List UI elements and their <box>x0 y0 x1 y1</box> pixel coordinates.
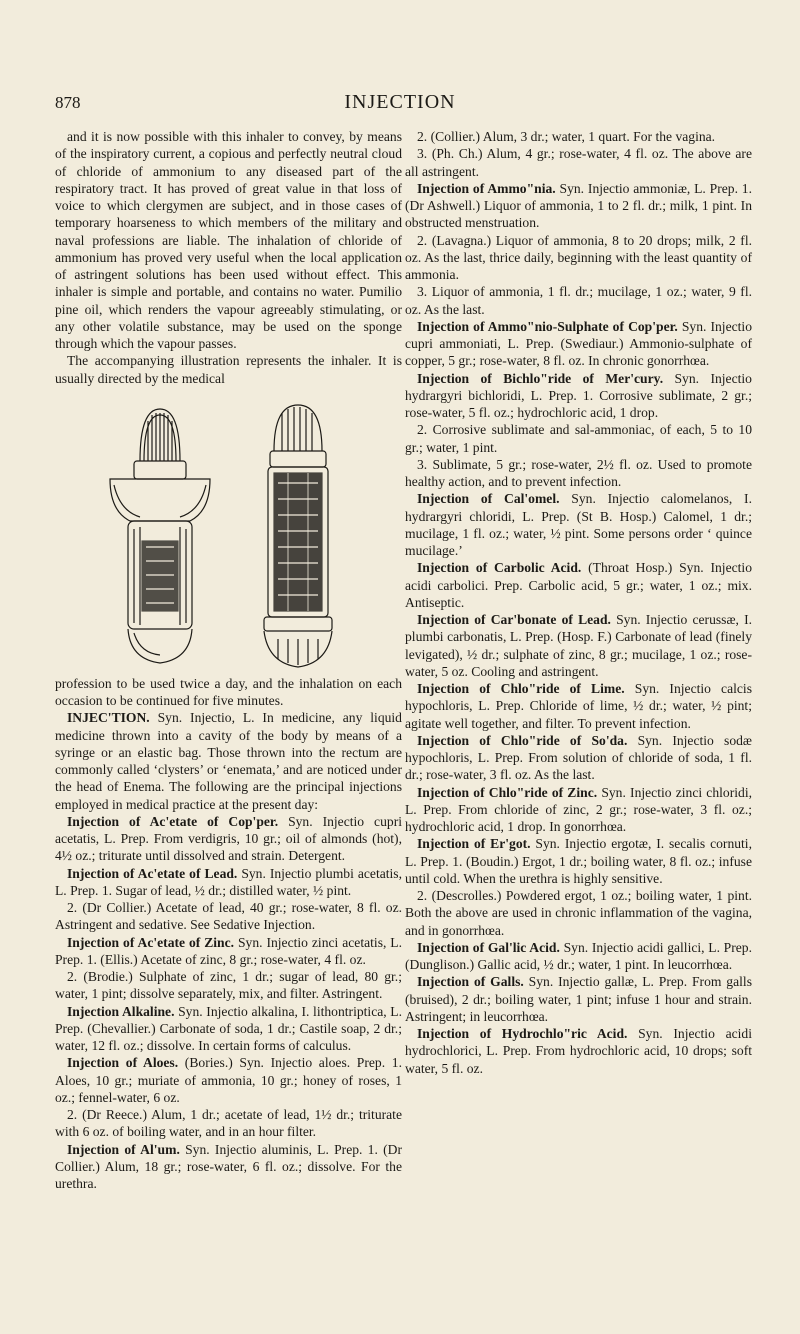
entry <box>405 611 752 680</box>
entry <box>405 732 752 784</box>
entry-body: (Throat Hosp.) Syn. Injectio acidi carbolici. Prep. Carbolic acid, 5 gr.; water, 1 oz.; mix. Antiseptic. <box>405 560 752 610</box>
entry-body: Syn. Injectio sodæ hypochloris, L. Prep. From solution of chloride of soda, 1 fl. dr.; rose-water, 3 fl. oz. As the last. <box>405 732 752 783</box>
running-head: INJECTION <box>344 91 456 113</box>
inhaler-assembled-drawing <box>100 401 220 671</box>
entry <box>405 145 752 180</box>
entry-head: Injection of Al'um. <box>67 1141 180 1157</box>
entry-body: 2. Corrosive sublimate and sal-ammoniac, of each, 5 to 10 gr.; water, 1 pint. <box>405 422 752 455</box>
entry-body: Syn. Injectio alkalina, I. lithontriptica, L. Prep. (Chevallier.) Carbonate of soda, 1 dr.; Castile soap, 2 dr.; water, 12 fl. oz.; dissolve. In certain forms of calculus. <box>55 1003 403 1053</box>
left-column <box>55 128 402 1192</box>
entry-body: Syn. Injectio aluminis, L. Prep. 1. (Dr Collier.) Alum, 18 gr.; rose-water, 6 fl. oz.; dissolve. For the urethra. <box>55 1141 402 1191</box>
entry-body: Syn. Injectio plumbi acetatis, L. Prep. 1. Sugar of lead, ½ dr.; distilled water, ½ pint. <box>55 865 402 898</box>
entry-body: Syn. Injectio ergotæ, I. secalis cornuti, L. Prep. 1. (Boudin.) Ergot, 1 dr.; boiling water, 8 fl. oz.; infuse until cold. When the urethra is highly sensitive. <box>405 836 752 886</box>
entry-head: Injection of Ac'etate of Lead. <box>67 865 238 881</box>
entry-body: Syn. Injectio calcis hypochloris, L. Prep. Chloride of lime, ½ dr.; water, ½ pint; agitate well together, and filter. To prevent infection. <box>405 681 752 731</box>
page-number: 878 <box>55 93 81 112</box>
entry-body: Syn. Injectio cerussæ, I. plumbi carbonatis, L. Prep. (Hosp. F.) Carbonate of lead (finely levigated), ½ dr.; sulphate of zinc, 8 gr.; mucilage, 1 oz.; rose-water, 5 oz. Cooling and astringent. <box>405 612 752 679</box>
entry-head: Injection of Aloes. <box>67 1055 179 1071</box>
entry <box>405 559 752 611</box>
entry-head: Injection of Ac'etate of Zinc. <box>67 934 235 950</box>
entry <box>55 1141 402 1193</box>
entry-body: Syn. Injectio cupri ammoniati, L. Prep. (Swediaur.) Ammonio-sulphate of copper, 5 gr.; rose-water, 8 fl. oz. In chronic gonorrhœa. <box>405 318 752 369</box>
entry <box>405 784 752 836</box>
entry-head: Injection of Carbolic Acid. <box>417 560 582 576</box>
entry-head: Injection of Chlo"ride of So'da. <box>417 732 628 748</box>
entry <box>405 180 752 232</box>
entry <box>405 835 752 887</box>
entry <box>55 934 402 969</box>
entry-head: INJEC'TION. <box>67 710 150 726</box>
entry-body: Syn. Injectio calomelanos, I. hydrargyri chloridi, L. Prep. (St B. Hosp.) Calomel, 1 dr.; mucilage, 1 fl. oz.; water, ½ pint. Some persons order ‘ quince mucilage.’ <box>405 491 752 558</box>
entry-head: Injection of Hydrochlo"ric Acid. <box>417 1026 628 1041</box>
entry <box>405 490 752 559</box>
inhaler-sectional-drawing <box>238 401 358 671</box>
entry-body: Syn. Injectio ammoniæ, L. Prep. 1. (Dr Ashwell.) Liquor of ammonia, 1 to 2 fl. dr.; milk, 1 pint. In obstructed menstruation. <box>405 180 752 231</box>
entry <box>405 887 752 939</box>
entry <box>405 318 752 370</box>
entry <box>55 968 402 1003</box>
entry-body: 2. (Descrolles.) Powdered ergot, 1 oz.; boiling water, 1 pint. Both the above are used in chronic inflammation of the vagina, and in gonorrhœa. <box>405 888 752 938</box>
entry-head: Injection of Chlo"ride of Zinc. <box>417 784 598 800</box>
entry-head: Injection of Er'got. <box>417 836 531 852</box>
entry-body: Syn. Injectio gallæ, L. Prep. From galls (bruised), 2 dr.; boiling water, 1 pint; infuse 1 hour and strain. Astringent; in leucorrhœa. <box>405 974 752 1024</box>
entry <box>405 939 752 974</box>
entry <box>55 709 402 813</box>
inhaler-illustration <box>55 393 402 671</box>
entry-body: Syn. Injectio acidi hydrochlorici, L. Prep. From hydrochloric acid, 10 drops; soft water, 5 fl. oz. <box>405 1026 752 1076</box>
entry <box>405 128 752 145</box>
paragraph: and it is now possible with this inhaler to convey, by means of the inspiratory current, a copious and perfectly neutral cloud of chloride of ammonium to any diseased part of the respiratory tract. It has proved of great value in that loss of voice to which clergymen are subject, and in those cases of temporary hoarseness to which members of the military and naval professions are liable. The inhalation of chloride of ammonium has proved very useful when the local application of astringent solutions has been used without effect. This inhaler is simple and portable, and contains no water. Pumilio pine oil, which renders the vapour agreeably stimulating, or any other volatile substance, may be used on the sponge through which the vapour passes. <box>55 129 402 351</box>
entry-body: Syn. Injectio zinci chloridi, L. Prep. From chloride of zinc, 2 gr.; rose-water, 3 fl. oz.; hydrochloric acid, 1 drop. In gonorrhœa. <box>405 784 752 834</box>
entry <box>55 1054 402 1106</box>
entry-body: 2. (Dr Reece.) Alum, 1 dr.; acetate of lead, 1½ dr.; triturate with 6 oz. of boiling water, and in an hour filter. <box>55 1107 402 1140</box>
entry <box>55 865 402 900</box>
entry-head: Injection of Cal'omel. <box>417 491 560 507</box>
entry-body: Syn. Injectio, L. In medicine, any liquid medicine thrown into a cavity of the body by means of a syringe or an elastic bag. Those thrown into the rectum are commonly called ‘clysters’ or ‘enemata,’ and are noticed under the head of Enema. The following are the principal injections employed in medical practice at the present day: <box>55 710 402 812</box>
entry-head: Injection of Car'bonate of Lead. <box>417 612 611 627</box>
entry-head: Injection of Galls. <box>417 974 524 990</box>
entry-body: 2. (Collier.) Alum, 3 dr.; water, 1 quart. For the vagina. <box>417 129 716 144</box>
entry <box>405 283 752 318</box>
right-column <box>405 128 752 1077</box>
entry-head: Injection Alkaline. <box>67 1003 175 1019</box>
entry-head: Injection of Ammo"nio-Sulphate of Cop'per. <box>417 318 678 334</box>
entry-body: Syn. Injectio acidi gallici, L. Prep. (Dunglison.) Gallic acid, ½ dr.; water, 1 pint. In leucorrhœa. <box>405 939 752 972</box>
entry <box>405 973 752 1025</box>
entry <box>405 370 752 422</box>
entry <box>405 421 752 456</box>
entry <box>55 899 402 934</box>
entry <box>405 456 752 491</box>
entry <box>405 1025 752 1077</box>
entry-head: Injection of Ammo"nia. <box>417 180 556 196</box>
entry-body: 2. (Brodie.) Sulphate of zinc, 1 dr.; sugar of lead, 80 gr.; water, 1 pint; dissolve separately, mix, and filter. Astringent. <box>55 969 402 1002</box>
entry-body: 3. (Ph. Ch.) Alum, 4 gr.; rose-water, 4 fl. oz. The above are all astringent. <box>405 146 752 179</box>
entry-body: 2. (Dr Collier.) Acetate of lead, 40 gr.; rose-water, 8 fl. oz. Astringent and sedative. See Sedative Injection. <box>55 900 402 933</box>
entry-body: 2. (Lavagna.) Liquor of ammonia, 8 to 20 drops; milk, 2 fl. oz. As the last, thrice daily, beginning with the least quantity of ammonia. <box>405 232 752 282</box>
entry-head: Injection of Chlo"ride of Lime. <box>417 681 625 696</box>
entry-head: Injection of Gal'lic Acid. <box>417 939 560 955</box>
entry-body: Syn. Injectio zinci acetatis, L. Prep. 1. (Ellis.) Acetate of zinc, 8 gr.; rose-water, 4 fl. oz. <box>55 934 402 967</box>
entry <box>55 1106 402 1141</box>
entry-head: Injection of Bichlo"ride of Mer'cury. <box>417 370 664 386</box>
paragraph: The accompanying illustration represents the inhaler. It is usually directed by the medical <box>55 353 402 386</box>
entry-head: Injection of Ac'etate of Cop'per. <box>67 813 279 829</box>
entry-body: 3. Liquor of ammonia, 1 fl. dr.; mucilage, 1 oz.; water, 9 fl. oz. As the last. <box>405 284 752 317</box>
entry <box>405 680 752 732</box>
entry-body: (Bories.) Syn. Injectio aloes. Prep. 1. Aloes, 10 gr.; muriate of ammonia, 10 gr.; honey of roses, 1 oz.; fennel-water, 6 oz. <box>55 1055 402 1105</box>
entry-body: 3. Sublimate, 5 gr.; rose-water, 2½ fl. oz. Used to promote healthy action, and to prevent infection. <box>405 456 752 489</box>
entry-body: Syn. Injectio cupri acetatis, L. Prep. From verdigris, 10 gr.; oil of almonds (hot), 4½ oz.; triturate until dissolved and strain. Detergent. <box>55 813 402 864</box>
paragraph: profession to be used twice a day, and the inhalation on each occasion to be continued for five minutes. <box>55 675 402 708</box>
entry <box>55 813 402 865</box>
entry-body: Syn. Injectio hydrargyri bichloridi, L. Prep. 1. Corrosive sublimate, 2 gr.; rose-water, 5 fl. oz.; hydrochloric acid, 1 drop. <box>405 370 752 420</box>
entry <box>55 1003 402 1055</box>
entry <box>405 232 752 284</box>
